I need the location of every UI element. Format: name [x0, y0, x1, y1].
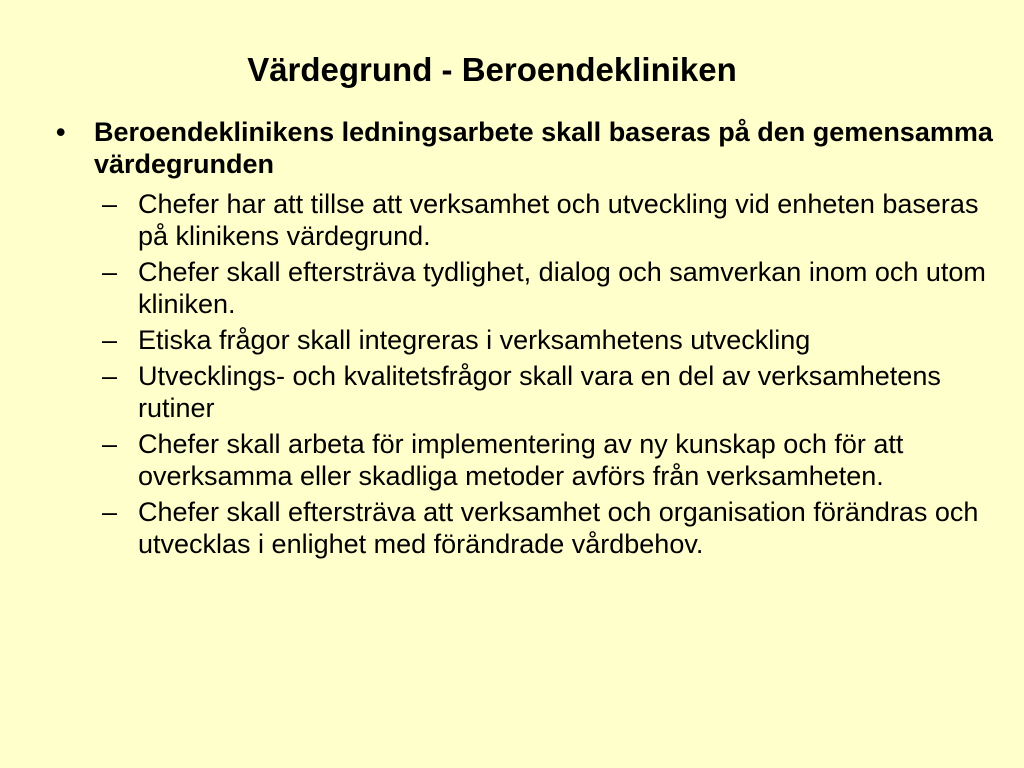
dash-marker: – [102, 361, 118, 391]
sub-bullet-item [0, 428, 1024, 492]
sub-bullet-item [0, 324, 1024, 356]
sub-bullet-text: Utvecklings- och kvalitetsfrågor skall vara en del av verksamhetens rutiner [138, 361, 941, 423]
sub-bullet-text: Chefer skall eftersträva tydlighet, dialog och samverkan inom och utom kliniken. [138, 257, 986, 319]
sub-bullet-text: Chefer har att tillse att verksamhet och utveckling vid enheten baseras på klinikens värdegrund. [138, 189, 979, 251]
dash-marker: – [102, 189, 118, 219]
dash-marker: – [102, 257, 118, 287]
slide-title: Värdegrund - Beroendekliniken [247, 51, 737, 88]
sub-bullet-text: Etiska frågor skall integreras i verksamhetens utveckling [138, 325, 811, 355]
sub-bullet-item [0, 188, 1024, 252]
sub-bullet-item [0, 496, 1024, 560]
sub-bullet-list [0, 188, 1024, 560]
main-bullet-text: Beroendeklinikens ledningsarbete skall baseras på den gemensamma värdegrunden [94, 117, 993, 179]
sub-bullet-item [0, 360, 1024, 424]
sub-bullet-text: Chefer skall arbeta för implementering av ny kunskap och för att overksamma eller skadliga metoder avförs från verksamheten. [138, 429, 904, 491]
slide-content [0, 116, 1024, 564]
dash-marker: – [102, 429, 118, 459]
dash-marker: – [102, 325, 118, 355]
sub-bullet-text: Chefer skall eftersträva att verksamhet och organisation förändras och utvecklas i enlighet med förändrade vårdbehov. [138, 497, 979, 559]
sub-bullet-item [0, 256, 1024, 320]
bullet-marker: • [56, 117, 66, 147]
dash-marker: – [102, 497, 118, 527]
main-bullet [0, 116, 1024, 180]
